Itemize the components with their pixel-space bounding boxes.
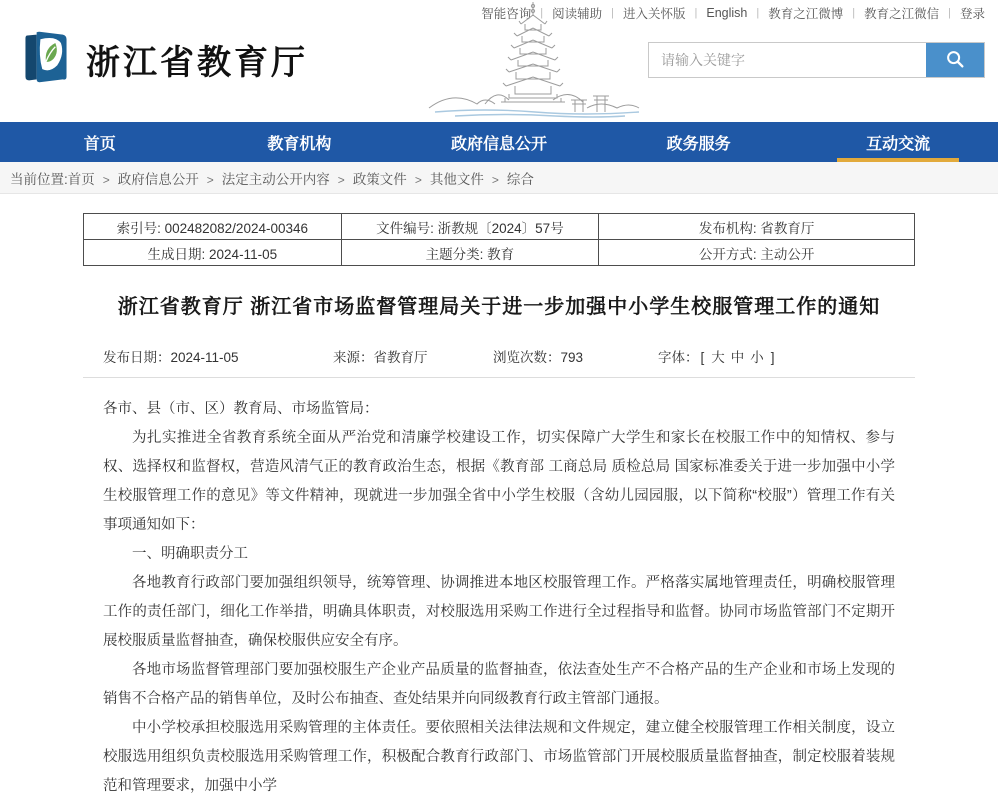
nav-item-education-institutions[interactable]: 教育机构 xyxy=(267,135,332,153)
search-button[interactable] xyxy=(926,43,984,77)
nav-item-government-services[interactable]: 政务服务 xyxy=(666,135,731,153)
article-paragraph: 各地市场监督管理部门要加强校服生产企业产品质量的监督抽查，依法查处生产不合格产品的生产企业和市场上发现的销售不合格产品的销售单位，及时公布抽查、查处结果并向同级教育行政主管部门通报。 xyxy=(103,662,895,707)
publish-date-label: 发布日期： xyxy=(103,350,171,365)
publish-date xyxy=(103,346,239,366)
index-number-cell xyxy=(84,214,342,240)
meta-divider xyxy=(83,377,915,378)
site-header xyxy=(0,26,998,122)
document-number-cell xyxy=(341,214,599,240)
search-icon xyxy=(944,48,966,73)
document-number-label: 文件编号: xyxy=(376,220,434,236)
article-salutation: 各市、县（市、区）教育局、市场监管局： xyxy=(103,401,379,417)
logo-book-icon xyxy=(18,28,74,91)
nav-item-home[interactable]: 首页 xyxy=(83,135,116,153)
top-link-english[interactable]: English xyxy=(706,6,748,20)
disclosure-method-value: 主动公开 xyxy=(760,246,815,262)
article-paragraph: 各地教育行政部门要加强组织领导，统筹管理、协调推进本地区校服管理工作。严格落实属地管理责任，明确校服管理工作的责任部门，细化工作举措，明确具体职责，对校服选用采购工作进行全过程指导和监督。协同市场监管部门不定期开展校服质量监督抽查，确保校服供应安全有序。 xyxy=(103,575,895,649)
source-value: 省教育厅 xyxy=(373,350,428,365)
breadcrumb-government-info[interactable]: > 政府信息公开 xyxy=(95,168,199,188)
separator: | xyxy=(852,7,856,19)
top-link-weibo[interactable]: 教育之江微博 xyxy=(768,7,844,21)
separator: | xyxy=(948,7,951,19)
top-link-smart-consult[interactable]: 智能咨询 xyxy=(481,7,532,21)
site-name: 浙江省教育厅 xyxy=(86,45,308,82)
article-paragraph: 中小学校承担校服选用采购管理的主体责任。要依照相关法律法规和文件规定，建立健全校服管理工作相关制度，设立校服选用组织负责校服选用采购管理工作，积极配合教育行政部门、市场监管部门开展校服质量监督抽查，制定校服着装规范和管理要求，加强中小学 xyxy=(103,720,895,794)
top-link-wechat[interactable]: 教育之江微信 xyxy=(864,7,940,21)
main-nav xyxy=(0,122,998,162)
search-bar xyxy=(648,42,985,78)
article-section-heading: 一、明确职责分工 xyxy=(132,546,248,562)
document-number-value: 浙教规〔2024〕57号 xyxy=(437,220,564,236)
breadcrumb-prefix: 当前位置: xyxy=(10,171,68,187)
font-size-control xyxy=(658,346,775,366)
separator: | xyxy=(756,7,760,19)
document-title: 浙江省教育厅 浙江省市场监督管理局关于进一步加强中小学生校服管理工作的通知 xyxy=(117,296,881,318)
top-link-reading-aid[interactable]: 阅读辅助 xyxy=(552,7,603,21)
top-link-accessible-version[interactable]: 进入关怀版 xyxy=(623,7,686,21)
article-body xyxy=(103,395,895,801)
article-paragraph: 为扎实推进全省教育系统全面从严治党和清廉学校建设工作，切实保障广大学生和家长在校服工作中的知情权、参与权、选择权和监督权，营造风清气正的教育政治生态，根据《教育部 工商总局 质检总局 国家标准委关于进一步加强中小学生校服管理工作的意见》等文件精神，现就进一步加强全省中小学生校服（含幼儿园园服，以下简称“校服”）管理工作有关事项通知如下： xyxy=(103,430,895,533)
subject-category-cell xyxy=(341,240,599,266)
view-count-label: 浏览次数： xyxy=(493,350,561,365)
separator: | xyxy=(540,7,544,19)
separator: | xyxy=(694,7,698,19)
separator: | xyxy=(611,7,614,19)
creation-date-cell xyxy=(84,240,342,266)
nav-item-government-info[interactable]: 政府信息公开 xyxy=(450,135,547,153)
source-label: 来源： xyxy=(333,350,374,365)
view-count-value: 793 xyxy=(560,350,584,365)
breadcrumb-comprehensive[interactable]: > 综合 xyxy=(484,168,534,188)
disclosure-method-label: 公开方式: xyxy=(698,246,757,262)
breadcrumb-statutory-disclosure[interactable]: > 法定主动公开内容 xyxy=(199,168,330,188)
top-link-login[interactable]: 登录 xyxy=(959,7,985,21)
nav-item-interaction-label: 互动交流 xyxy=(866,135,931,153)
nav-item-interaction[interactable] xyxy=(798,122,998,162)
font-size-medium[interactable]: 中 xyxy=(730,350,745,365)
font-size-large[interactable]: 大 xyxy=(711,350,725,365)
site-logo[interactable] xyxy=(18,28,308,91)
font-size-label: 字体： xyxy=(658,350,699,365)
breadcrumb-policy-documents[interactable]: > 政策文件 xyxy=(330,168,407,188)
active-tab-indicator xyxy=(837,158,959,162)
font-size-small[interactable]: 小 xyxy=(750,350,764,365)
issuing-agency-value: 省教育厅 xyxy=(760,220,815,236)
document-info-table xyxy=(83,213,915,266)
search-input[interactable] xyxy=(649,43,926,77)
breadcrumb-home[interactable]: 首页 xyxy=(67,171,95,187)
table-row xyxy=(84,214,915,240)
issuing-agency-cell xyxy=(599,214,915,240)
article-meta xyxy=(103,346,895,364)
main-content xyxy=(0,194,998,801)
index-number-value: 002482082/2024-00346 xyxy=(164,220,309,236)
view-count xyxy=(493,346,583,366)
source xyxy=(333,346,428,366)
creation-date-label: 生成日期: xyxy=(147,246,206,262)
creation-date-value: 2024-11-05 xyxy=(209,246,278,262)
breadcrumb-other-documents[interactable]: > 其他文件 xyxy=(407,168,484,188)
disclosure-method-cell xyxy=(599,240,915,266)
subject-category-value: 教育 xyxy=(487,246,515,262)
subject-category-label: 主题分类: xyxy=(425,246,484,262)
publish-date-value: 2024-11-05 xyxy=(170,350,239,365)
index-number-label: 索引号: xyxy=(116,220,161,236)
top-utility-bar xyxy=(0,0,998,26)
breadcrumb xyxy=(0,162,998,194)
table-row xyxy=(84,240,915,266)
issuing-agency-label: 发布机构: xyxy=(698,220,757,236)
